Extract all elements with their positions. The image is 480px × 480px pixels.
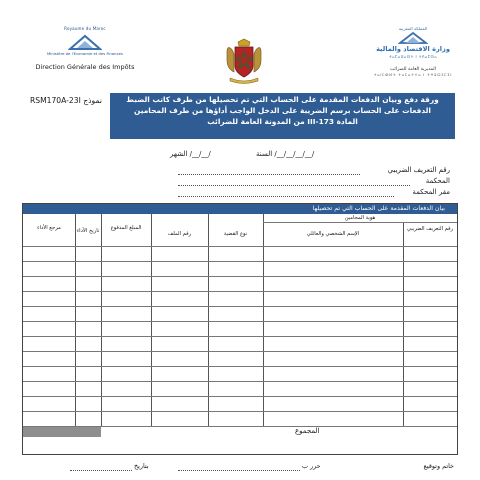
court-seat-input-line[interactable] xyxy=(178,196,394,197)
form-title-banner xyxy=(110,93,455,139)
table-row xyxy=(23,351,457,352)
total-label: المجموع xyxy=(295,427,320,435)
table-column-header: الإسم الشخصي والعائلي xyxy=(306,231,360,237)
table-row xyxy=(23,246,457,247)
payments-table-title: بيان الدفعات المقدمة على الحساب التي تم تحصيلها xyxy=(23,204,457,214)
table-row xyxy=(23,261,457,262)
tax-id-input-line[interactable] xyxy=(178,174,360,175)
table-row xyxy=(23,291,457,292)
date-input-line[interactable] xyxy=(70,470,132,471)
dgi-logo-right xyxy=(370,26,456,77)
table-column-header: رقم الملف xyxy=(167,231,192,237)
logo-ministry-tifinagh: ⵜⴰⵎⴰⵡⴰⵙⵜ ⵏ ⵜⴷⴰⵎⵙⴰ xyxy=(388,54,438,59)
directorate-name-fr: Direction Générale des Impôts xyxy=(35,62,135,71)
table-column-header: المبلغ المدفوع xyxy=(110,225,142,231)
payments-table xyxy=(22,203,458,455)
court-input-line[interactable] xyxy=(178,185,410,186)
table-row xyxy=(23,411,457,412)
form-code xyxy=(30,96,102,105)
table-column-header: مرجع الأداء xyxy=(37,225,61,231)
moroccan-coat-of-arms-icon xyxy=(224,38,264,86)
dgi-logo-left xyxy=(30,26,140,71)
table-column-header: نوع القضية xyxy=(223,231,248,237)
tax-id-label: رقم التعريف الضريبي xyxy=(387,166,450,174)
form-code-prefix: نموذج xyxy=(83,96,102,105)
form-title-line-1: ورقة دفع وبيان الدفعات المقدمة على الحساب التي تم تحصيلها من طرف كاتب الضبط xyxy=(126,95,439,104)
date-label: بتاريخ xyxy=(134,462,149,470)
logo-directorate-tifinagh: ⵜⴰⵏⵎⵀⵍⵜ ⵜⴰⵎⴰⵜⵜⴰ ⵏ ⵜⵖⵓⵔⵉⵎⵉⵏ xyxy=(373,73,453,77)
month-field[interactable]: الشهر /__/__/ xyxy=(170,150,211,158)
place-label: حرر ب xyxy=(302,462,321,470)
logo-directorate-ar: المديرية العامة للضرائب xyxy=(390,67,436,72)
stamp-signature-label: خاتم وتوقيع xyxy=(423,462,454,470)
table-row xyxy=(23,381,457,382)
table-row xyxy=(23,321,457,322)
table-row xyxy=(23,396,457,397)
table-row xyxy=(23,366,457,367)
place-input-line[interactable] xyxy=(178,470,300,471)
logo-ministry-ar: وزارة الاقتصاد والمالية xyxy=(376,45,450,53)
year-field[interactable]: السنة /__/__/__/__/ xyxy=(256,150,315,158)
ministry-logo-mark-right-icon xyxy=(398,32,428,44)
total-shaded-cell xyxy=(23,427,101,437)
form-title-line-2: الدفعات على الحساب برسم الضريبة على الدخل الواجب أداؤها من طرف المحامين xyxy=(134,106,431,115)
table-row xyxy=(23,306,457,307)
table-row xyxy=(23,336,457,337)
logo-kingdom-ar: المملكة المغربية xyxy=(398,26,428,31)
table-column-header: رقم التعريف الضريبي xyxy=(406,226,454,232)
logo-kingdom-fr: Royaume du Maroc xyxy=(64,26,106,31)
form-code-number: RSM170A-23I xyxy=(30,96,81,105)
lawyer-group-divider xyxy=(263,222,457,223)
logo-ministry-fr: Ministère de l'Economie et des Finances xyxy=(47,51,123,56)
court-seat-label: مقر المحكمة xyxy=(412,188,450,196)
table-row xyxy=(23,276,457,277)
form-title-line-3: المادة III-173 من المدونة العامة للضرائب xyxy=(207,117,358,126)
table-column-header: تاريخ الأداء xyxy=(76,228,100,234)
ministry-logo-mark-icon xyxy=(68,33,102,51)
court-label: المحكمة xyxy=(425,177,450,185)
lawyer-identity-header: هوية المحامين xyxy=(344,215,376,221)
